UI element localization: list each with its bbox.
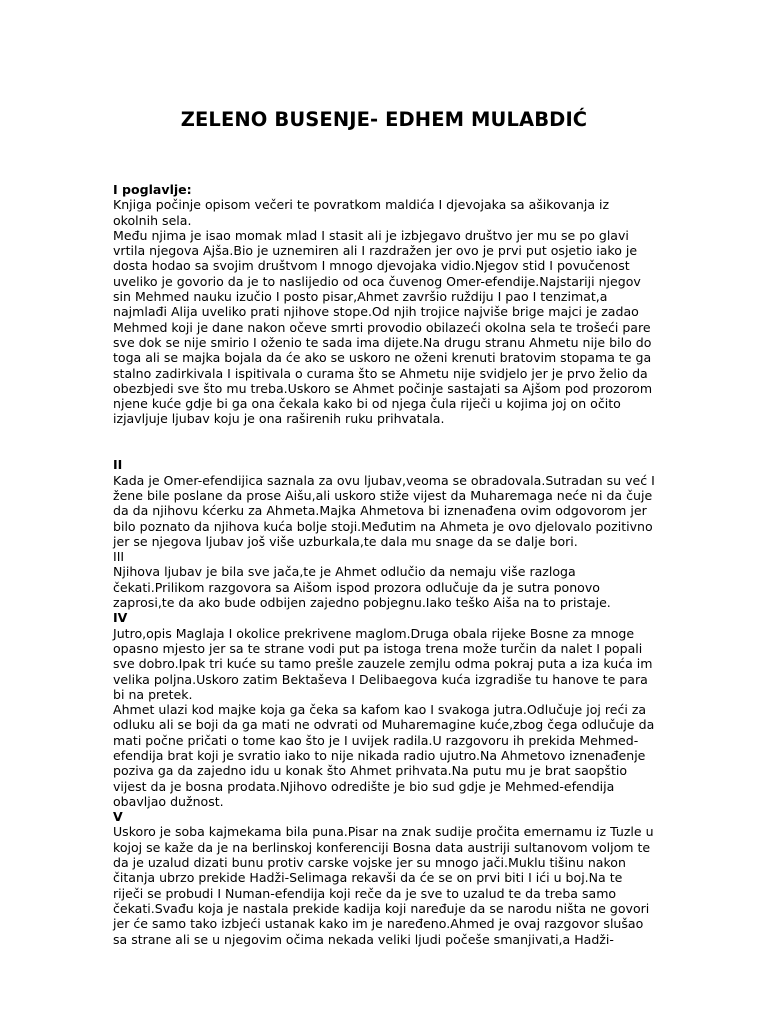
section-heading: I poglavlje: (113, 182, 192, 197)
section-heading: II (113, 457, 123, 473)
text-line: opasno mjesto jer sa te strane vodi put pa istoga trena može turčin da nalet I popali (113, 640, 643, 656)
text-line: Njihova ljubav je bila sve jača,te je Ahmet odlučio da nemaju više razloga (113, 564, 576, 580)
text-line: stalno zadirkivala I ispitivala o curama što se Ahmetu nije svidjelo jer je prvo želio da (113, 365, 648, 381)
text-line: Ahmet ulazi kod majke koja ga čeka sa kafom kao I svakoga jutra.Odlučuje joj reći za (113, 702, 647, 718)
text-line: da da njihovu kćerku za Ahmeta.Majka Ahmetova bi iznenađena ovim odgovorom jer (113, 503, 647, 519)
text-line: bi na pretek. (113, 686, 193, 702)
text-line: sve dobro.Ipak tri kuće su tamo prešle zauzele zemjlu odma pokraj puta a iza kuća im (113, 656, 653, 672)
section-text (113, 473, 673, 549)
text-line: obavljao dužnost. (113, 793, 224, 809)
section-1 (113, 182, 673, 427)
text-line: velika poljna.Uskoro zatim Bektaševa I Delibaegova kuća izgradiše tu hanove te para (113, 671, 648, 687)
text-line: toga ali se majka bojala da će ako se uskoro ne oženi krenuti bratovim stopama te ga (113, 350, 652, 366)
text-line: sa strane ali se u njegovim očima nekada veliki ljudi počeše smanjivati,a Hadži- (113, 931, 614, 947)
text-line: njene kuće gdje bi ga ona čekala kako bi od njega čula riječi u kojima joj on očito (113, 396, 621, 412)
text-line: Mehmed koji je dane nakon očeve smrti provodio obilazeći okolna sela te trošeći pare (113, 319, 651, 335)
text-line: vrtila njegova Ajša.Bio je uznemiren ali I razdražen jer ovo je prvi put osjetio iako je (113, 243, 638, 259)
text-line: Kada je Omer-efendijica saznala za ovu ljubav,veoma se obradovala.Sutradan su već I (113, 472, 655, 488)
text-line: dosta hodao sa svojim društvom I mnogo djevojaka vidio.Njegov stid I povučenost (113, 258, 630, 274)
text-line: kojoj se kaže da je na berlinskoj konferenciji Bosna data austriji sultanovom voljom te (113, 839, 651, 855)
text-line: odluku ali se boji da ga mati ne odvrati od Muharemagine kuće,zbog čega odlučuje da (113, 717, 655, 733)
section-text (113, 197, 673, 426)
text-line: čitanja ubrzo prekide Hadži-Selimaga rekavši da će se on prvi biti I ići u boj.Na te (113, 870, 623, 886)
text-line: žene bile poslane da prose Aišu,ali uskoro stiže vijest da Muharemaga neće ni da čuje (113, 487, 653, 503)
text-line: čekati.Prilikom razgovora sa Aišom ispod prozora odlučuje da je sutra ponovo (113, 579, 600, 595)
text-line: riječi se probudi I Numan-efendija koji reče da je sve to uzalud te da treba samo (113, 885, 617, 901)
text-line: Knjiga počinje opisom večeri te povratkom maldića I djevojaka sa ašikovanja iz (113, 197, 610, 213)
text-line: jer će samo tako izbjeći ustanak kako im je naređeno.Ahmed je ovaj razgovor slušao (113, 916, 644, 932)
text-line: uveliko je govorio da je to naslijedio od oca čuvenog Omer-efendije.Najstariji njegov (113, 273, 641, 289)
section-5 (113, 809, 673, 947)
text-line: bilo poznato da njihova kuća bolje stoji.Međutim na Ahmeta je ovo djelovalo pozitivno (113, 518, 653, 534)
section-gap (113, 427, 673, 458)
text-line: poziva ga da zajedno idu u konak što Ahmet prihvata.Na putu mu je brat saopštio (113, 763, 628, 779)
text-line: da je uzalud dizati bunu protiv carske vojske jer su mnogo jači.Muklu tišinu nakon (113, 855, 626, 871)
text-line: vijest da je bosna prodata.Njihovo odredište je bio sud gdje je Mehmed-efendija (113, 778, 615, 794)
text-line: Uskoro je soba kajmekama bila puna.Pisar na znak sudije pročita emernamu iz Tuzle u (113, 824, 654, 840)
section-text (113, 824, 673, 946)
text-line: mati počne pričati o tome kao što je I uvijek radila.U razgovoru ih prekida Mehmed- (113, 732, 639, 748)
section-heading: III (113, 549, 125, 565)
text-line: sve dok se nije smirio I oženio te sada ima dijete.Na drugu stranu Ahmetu nije bilo do (113, 334, 652, 350)
section-4 (113, 610, 673, 809)
document-body (113, 182, 673, 947)
text-line: izjavljuje ljubav koju je ona raširenih ruku prihvatala. (113, 411, 445, 427)
text-line: okolnih sela. (113, 212, 192, 228)
text-line: Među njima je isao momak mlad I stasit ali je izbjegavo društvo jer mu se po glavi (113, 227, 629, 243)
text-line: najmlađi Alija uveliko prati njihove stope.Od njih trojice najviše brige majci je zadao (113, 304, 639, 320)
text-line: zaprosi,te da ako bude odbijen zajedno pobjegnu.Iako teško Aiša na to pristaje. (113, 595, 611, 611)
section-3 (113, 549, 673, 610)
text-line: čekati.Svađu koja je nastala prekide kadija koji naređuje da se narodu ništa ne govori (113, 900, 650, 916)
document-title: ZELENO BUSENJE- EDHEM MULABDIĆ (180, 108, 588, 131)
section-heading: IV (113, 610, 128, 626)
text-line: sin Mehmed nauku izučio I posto pisar,Ahmet završio ruždiju I pao I tenzimat,a (113, 289, 608, 305)
text-line: jer se njegova ljubav još više uzburkala,te dala mu snage da se dalje bori. (113, 533, 578, 549)
section-heading: V (113, 809, 123, 825)
text-line: obezbjedi sve što mu treba.Uskoro se Ahmet počinje sastajati sa Ajšom pod prozorom (113, 380, 653, 396)
section-text (113, 626, 673, 810)
text-line: Jutro,opis Maglaja I okolice prekrivene maglom.Druga obala rijeke Bosne za mnoge (113, 625, 635, 641)
section-2 (113, 457, 673, 549)
section-text (113, 564, 673, 610)
text-line: efendija brat koji je svratio iako to nije nikada radio ujutro.Na Ahmetovo iznenađenje (113, 747, 646, 763)
